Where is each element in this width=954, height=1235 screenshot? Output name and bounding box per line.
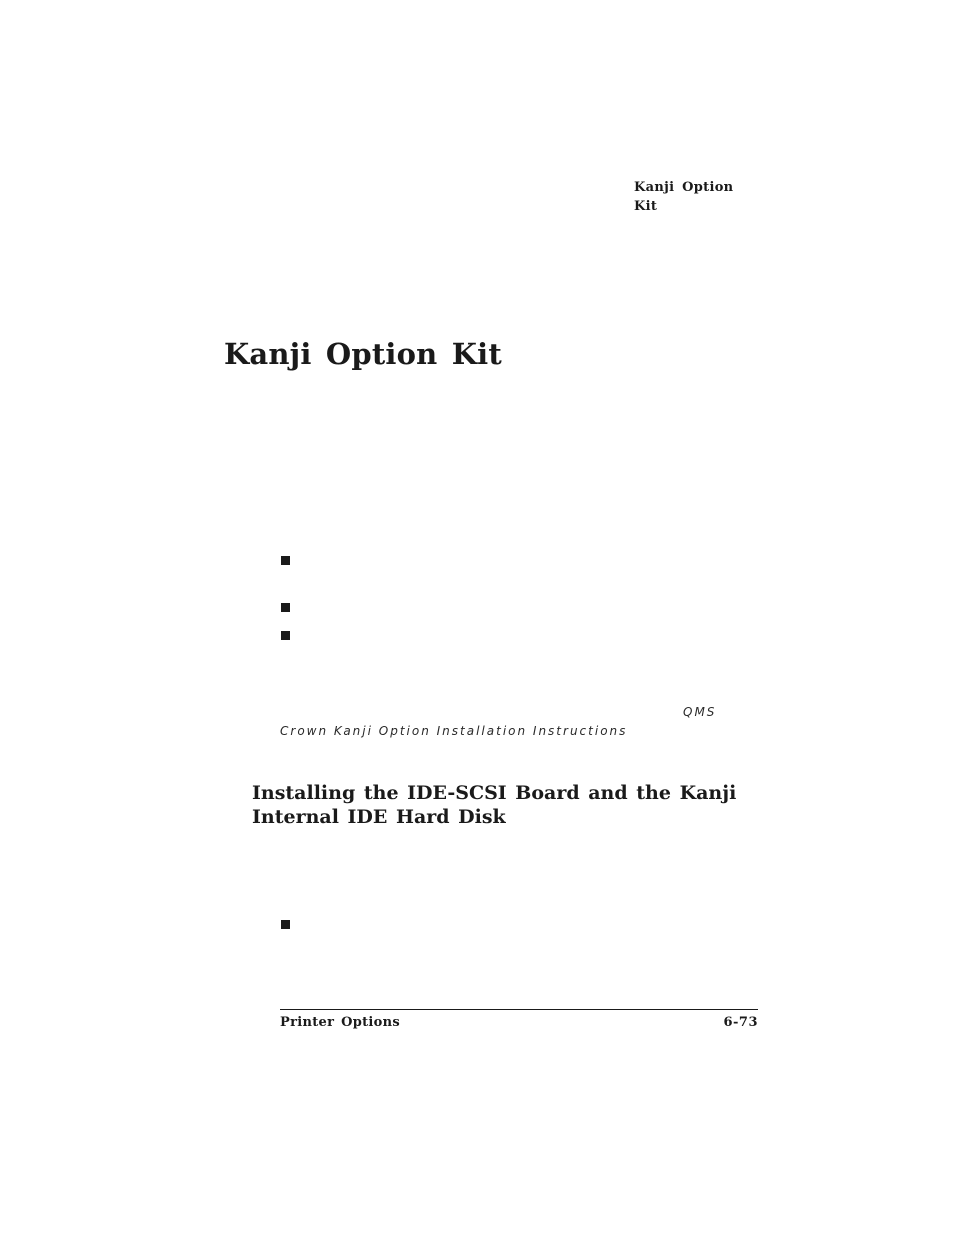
section-heading-line-1: Installing the IDE-SCSI Board and the Kanji [252,782,737,804]
reference-italic-qms: QMS [683,705,717,719]
section-heading-line-2: Internal IDE Hard Disk [252,806,506,828]
footer-rule [280,1009,758,1010]
reference-italic-title: Crown Kanji Option Installation Instructions [280,724,628,738]
bullet-marker-1 [281,556,290,565]
bullet-marker-3 [281,631,290,640]
running-head [634,178,764,216]
page-title: Kanji Option Kit [224,337,502,371]
bullet-marker-2 [281,603,290,612]
footer-page-number: 6-73 [723,1015,758,1030]
footer-section-name: Printer Options [280,1015,400,1030]
section-heading [252,781,742,829]
bullet-marker-4 [281,920,290,929]
running-head-line-2: Kit [634,199,658,214]
running-head-line-1: Kanji Option [634,180,734,195]
